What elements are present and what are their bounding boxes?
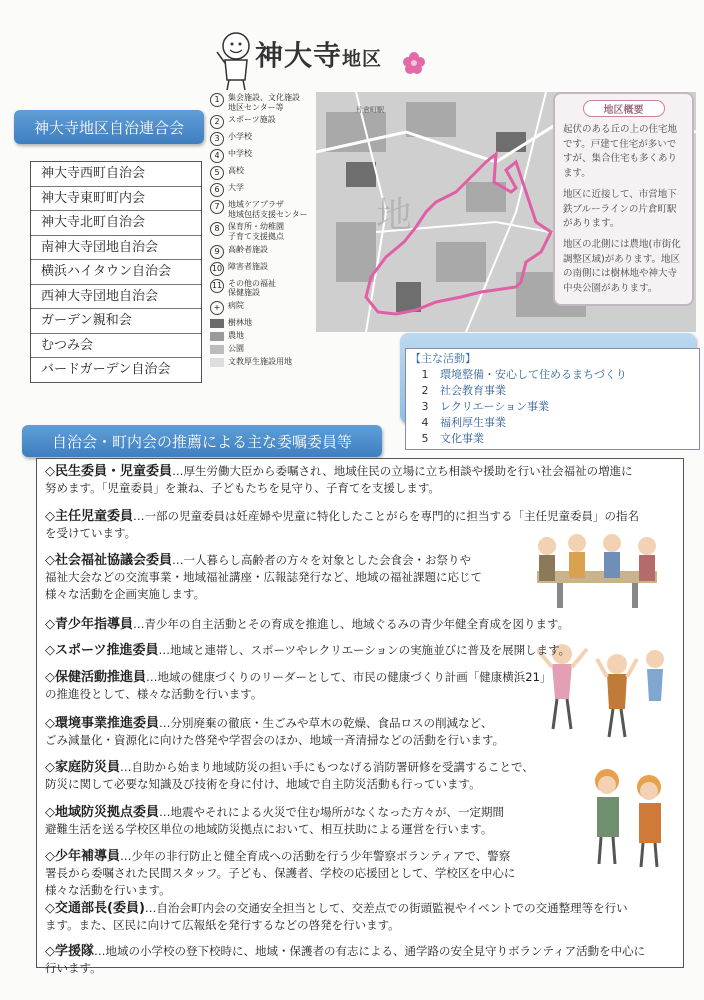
entry-heading: ◇主任児童委員 [45, 509, 133, 524]
legend-item [210, 200, 320, 219]
entry-line [45, 900, 665, 917]
commissioner-entry [45, 804, 665, 838]
legend-item [210, 318, 320, 328]
legend-number-icon: 9 [210, 245, 224, 259]
summary-paragraph: 起伏のある丘の上の住宅地です。戸建て住宅が多いですが、集合住宅も多くあります。 [563, 124, 678, 180]
legend-number-icon: 6 [210, 183, 224, 197]
legend-label: 障害者施設 [228, 261, 268, 271]
legend-number-icon: 2 [210, 115, 224, 129]
entry-line [45, 525, 665, 542]
entry-line [45, 865, 665, 882]
legend-item [210, 132, 320, 146]
commissioner-entry [45, 463, 665, 497]
entry-text: …地域と連帯し、スポーツやレクリエーションの実施並びに普及を展開します。 [158, 643, 571, 657]
entry-text: …厚生労働大臣から委嘱され、地域住民の立場に立ち相談や援助を行い社会福祉の増進に [172, 464, 633, 478]
commissioner-entry [45, 508, 665, 542]
activity-item [410, 431, 695, 447]
legend-number-icon: 11 [210, 279, 224, 293]
commissioners-header: 自治会・町内会の推薦による主な委嘱委員等 [22, 425, 382, 457]
entry-line [45, 508, 665, 525]
entry-text: 福祉大会などの交流事業・地域福祉講座・広報誌発行など、地域の福祉課題に応じて [45, 570, 482, 584]
activity-label: 福利厚生事業 [440, 416, 506, 429]
entry-text: 努めます。「児童委員」を兼ね、子どもたちを見守り、子育てを支援します。 [45, 481, 440, 495]
legend-number-icon: 4 [210, 149, 224, 163]
entry-text: …自治会町内会の交通安全担当として、交差点での街頭監視やイベントでの交通整理等を行い [144, 901, 628, 915]
entry-heading: ◇学援隊 [45, 944, 94, 959]
legend-label: 高校 [228, 166, 244, 176]
association-item: むつみ会 [31, 334, 201, 359]
entry-line [45, 882, 665, 899]
commissioner-entry [45, 848, 665, 899]
legend-swatch [210, 345, 224, 354]
entry-text: ごみ減量化・資源化に向けた啓発や学習会のほか、地域一斉清掃などの活動を行います。 [45, 733, 505, 747]
activity-number: 1 [421, 368, 429, 381]
entry-text: …分別廃棄の徹底・生ごみや草木の乾燥、食品ロスの削減など、 [159, 716, 493, 730]
entry-text: …地震やそれによる火災で住む場所がなくなった方々が、一定期間 [159, 805, 504, 819]
entry-line [45, 686, 665, 703]
map-legend [210, 93, 320, 370]
entry-text: 署長から委嘱された民間スタッフ。子ども、保護者、学校の応援団として、学校区を中心に [45, 866, 516, 880]
activity-item [410, 415, 695, 431]
entry-line [45, 642, 665, 659]
entry-line [45, 943, 665, 960]
legend-number-icon: 3 [210, 132, 224, 146]
association-item: 南神大寺団地自治会 [31, 236, 201, 261]
commissioner-entry [45, 669, 665, 703]
entry-line [45, 669, 665, 686]
entry-heading: ◇社会福祉協議会委員 [45, 553, 172, 568]
legend-item [210, 279, 320, 298]
entry-line [45, 616, 665, 633]
commissioner-entry [45, 900, 665, 934]
association-item: 横浜ハイタウン自治会 [31, 260, 201, 285]
commissioner-entry [45, 715, 665, 749]
entry-text: …自助から始まり地域防災の担い手にもつなげる消防署研修を受講することで、 [120, 760, 534, 774]
district-summary [553, 92, 694, 306]
legend-item [210, 357, 320, 367]
association-item: 西神大寺団地自治会 [31, 285, 201, 310]
association-list [30, 161, 202, 383]
entry-line [45, 848, 665, 865]
activity-label: 環境整備・安心して住めるまちづくり [440, 368, 627, 381]
main-activities [405, 348, 700, 450]
activity-item [410, 367, 695, 383]
entry-text: …少年の非行防止と健全育成への活動を行う少年警察ボランティアで、警察 [120, 849, 511, 863]
legend-item [210, 149, 320, 163]
entry-text: 様々な活動を行います。 [45, 883, 171, 897]
page-title: 神大寺地区 [255, 39, 383, 72]
legend-number-icon: 5 [210, 166, 224, 180]
commissioner-entry [45, 552, 665, 603]
activity-label: レクリエーション事業 [440, 400, 550, 413]
entry-heading: ◇保健活動推進員 [45, 670, 146, 685]
legend-item [210, 331, 320, 341]
legend-number-icon: 1 [210, 93, 224, 107]
entry-text: …一部の児童委員は妊産婦や児童に特化したことがらを専門的に担当する「主任児童委員」の指名 [133, 509, 639, 523]
entry-text: …一人暮らし高齢者の方々を対象とした会食会・お祭りや [172, 553, 471, 567]
legend-item [210, 93, 320, 112]
legend-swatch [210, 332, 224, 341]
legend-swatch [210, 358, 224, 367]
entry-line [45, 776, 665, 793]
entry-line [45, 759, 665, 776]
commissioner-entry [45, 616, 665, 633]
legend-item [210, 222, 320, 241]
entry-heading: ◇家庭防災員 [45, 760, 120, 775]
commissioner-entry [45, 642, 665, 659]
entry-heading: ◇民生委員・児童委員 [45, 464, 172, 479]
entry-line [45, 821, 665, 838]
legend-label: 地域ケアプラザ 地域包括支援センター [228, 200, 308, 219]
activity-number: 2 [421, 384, 429, 397]
entry-line [45, 732, 665, 749]
entry-line [45, 552, 665, 569]
activity-number: 5 [421, 432, 429, 445]
entry-line [45, 480, 665, 497]
activity-item [410, 383, 695, 399]
legend-item [210, 166, 320, 180]
entry-text: ます。また、区民に向けて広報紙を発行するなどの啓発を行います。 [45, 918, 400, 932]
legend-item [210, 115, 320, 129]
map-watermark: 地 [376, 195, 413, 236]
entry-text: 様々な活動を企画実施します。 [45, 587, 206, 601]
entry-line [45, 586, 665, 603]
entry-text: 行います。 [45, 961, 102, 975]
entry-text: の推進役として、様々な活動を行います。 [45, 687, 263, 701]
legend-label: 小学校 [228, 132, 252, 142]
legend-number-icon: 10 [210, 262, 224, 276]
activities-header: 【主な活動】 [410, 352, 476, 365]
legend-label: 中学校 [228, 149, 252, 159]
legend-label: 樹林地 [228, 317, 252, 327]
entry-line [45, 804, 665, 821]
legend-item [210, 301, 320, 315]
mascot-icon [215, 30, 257, 92]
activity-number: 3 [421, 400, 429, 413]
entry-text: …地域の健康づくりのリーダーとして、市民の健康づくり計画「健康横浜21」 [146, 670, 552, 684]
legend-label: その他の福祉 保健施設 [228, 278, 276, 298]
entry-heading: ◇スポーツ推進委員 [45, 643, 159, 658]
legend-number-icon: 8 [210, 222, 224, 236]
commissioners-list [36, 458, 684, 975]
commissioner-entry [45, 759, 665, 793]
entry-text: 避難生活を送る学校区単位の地域防災拠点において、相互扶助による運営を行います。 [45, 822, 493, 836]
entry-heading: ◇地域防災拠点委員 [45, 805, 159, 820]
legend-label: 高齢者施設 [228, 244, 268, 254]
entry-text: …地域の小学校の登下校時に、地域・保護者の有志による、通学路の安全見守りボランティア活動を中心に [94, 944, 646, 958]
association-header: 神大寺地区自治連合会 [14, 110, 204, 144]
association-item: 神大寺北町自治会 [31, 211, 201, 236]
legend-label: 文教厚生施設用地 [228, 356, 292, 366]
entry-heading: ◇交通部長(委員) [45, 901, 145, 916]
activity-item [410, 399, 695, 415]
entry-line [45, 569, 665, 586]
legend-label: 大学 [228, 183, 244, 193]
association-item: ガーデン親和会 [31, 309, 201, 334]
legend-label: 保育所・幼稚園 子育て支援拠点 [228, 222, 284, 241]
association-item: 神大寺西町自治会 [31, 162, 201, 187]
summary-title: 地区概要 [583, 100, 665, 117]
legend-number-icon: 7 [210, 200, 224, 214]
summary-paragraph: 地区に近接して、市営地下鉄ブルーラインの片倉町駅があります。 [563, 188, 677, 230]
legend-item [210, 262, 320, 276]
legend-number-icon: + [210, 301, 224, 315]
entry-text: 防災に関して必要な知識及び技術を身に付け、地域で自主防災活動も行っています。 [45, 777, 481, 791]
legend-label: 公園 [228, 343, 244, 353]
entry-text: …青少年の自主活動とその育成を推進し、地域ぐるみの青少年健全育成を図ります。 [133, 617, 570, 631]
station-label: 片倉町駅 [356, 106, 384, 114]
entry-line [45, 715, 665, 732]
legend-label: スポーツ施設 [228, 115, 276, 125]
association-item: バードガーデン自治会 [41, 362, 171, 377]
legend-label: 病院 [228, 300, 244, 310]
legend-item [210, 183, 320, 197]
flower-icon [403, 52, 425, 74]
legend-item [210, 245, 320, 259]
entry-heading: ◇青少年指導員 [45, 617, 133, 632]
legend-swatch [210, 319, 224, 328]
summary-paragraph: 地区の北側には農地(市街化調整区域)があります。地区の南側には樹林地や神大寺中央公園があります。 [563, 239, 681, 295]
entry-line [45, 917, 665, 934]
title-area [215, 30, 445, 100]
entry-text: を受けています。 [45, 526, 137, 540]
legend-label: 農地 [228, 330, 244, 340]
association-item: 神大寺東町町内会 [31, 187, 201, 212]
activity-label: 文化事業 [440, 432, 484, 445]
activity-number: 4 [421, 416, 429, 429]
entry-heading: ◇少年補導員 [45, 849, 120, 864]
entry-line [45, 463, 665, 480]
entry-line [45, 960, 665, 977]
activity-label: 社会教育事業 [440, 384, 506, 397]
legend-label: 集会施設、文化施設 地区センター等 [228, 93, 300, 112]
commissioner-entry [45, 943, 665, 977]
legend-item [210, 344, 320, 354]
entry-heading: ◇環境事業推進委員 [45, 716, 159, 731]
